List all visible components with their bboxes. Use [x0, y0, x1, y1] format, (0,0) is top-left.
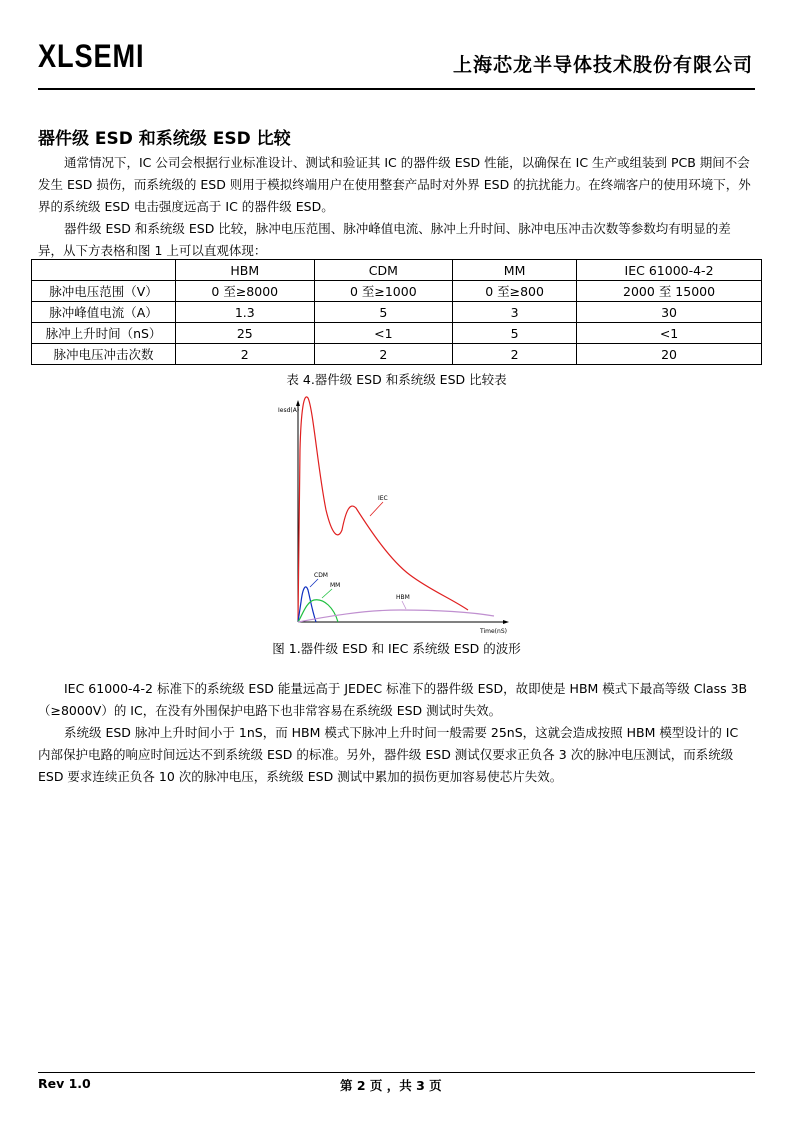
table-cell: 2000 至 15000 — [577, 281, 762, 302]
table-cell: 2 — [453, 344, 577, 365]
esd-comparison-table — [31, 259, 762, 365]
iec-pointer — [370, 502, 383, 516]
table-row-label: 脉冲峰值电流（A） — [32, 302, 176, 323]
section-title: 器件级 ESD 和系统级 ESD 比较 — [38, 129, 291, 149]
cdm-pointer — [310, 579, 318, 587]
table-row — [32, 344, 762, 365]
footer-divider — [38, 1072, 755, 1073]
x-axis-label: Time(nS) — [480, 628, 507, 635]
esd-waveform-figure — [270, 390, 510, 640]
figure-caption: 图 1.器件级 ESD 和 IEC 系统级 ESD 的波形 — [272, 641, 521, 656]
xlsemi-logo: XLSEMI — [38, 38, 145, 74]
table-cell: 0 至≥1000 — [314, 281, 453, 302]
table-header-cell: MM — [453, 260, 577, 281]
table-cell: 0 至≥800 — [453, 281, 577, 302]
paragraph-rise-time: 系统级 ESD 脉冲上升时间小于 1nS，而 HBM 模式下脉冲上升时间一般需要 25nS，这就会造成按照 HBM 模型设计的 IC 内部保护电路的响应时间远达不到系统级 ESD 的标准。另外，器件级 ESD 测试仅要求正负各 3 次的脉冲电压测试，而系统级 ESD 要求连续正负各 10 次的脉冲电压，系统级 ESD 测试中累加的损伤更加容易使芯片失效。 — [38, 725, 739, 784]
cdm-label: CDM — [314, 572, 328, 579]
y-axis-label: Iesd(A) — [278, 407, 300, 414]
hbm-pointer — [402, 601, 406, 609]
mm-label: MM — [330, 582, 341, 589]
table-header-cell: IEC 61000-4-2 — [577, 260, 762, 281]
table-row-label: 脉冲电压冲击次数 — [32, 344, 176, 365]
table-row-label: 脉冲上升时间（nS） — [32, 323, 176, 344]
table-cell: 5 — [314, 302, 453, 323]
table-cell: 2 — [314, 344, 453, 365]
table-caption: 表 4.器件级 ESD 和系统级 ESD 比较表 — [286, 372, 507, 387]
table-cell: 1.3 — [176, 302, 315, 323]
table-cell: <1 — [577, 323, 762, 344]
table-cell: <1 — [314, 323, 453, 344]
table-header-row — [32, 260, 762, 281]
hbm-waveform — [298, 610, 494, 622]
table-cell: 3 — [453, 302, 577, 323]
y-axis-arrow — [296, 400, 300, 406]
table-cell: 5 — [453, 323, 577, 344]
iec-waveform — [298, 397, 468, 622]
table-row — [32, 323, 762, 344]
table-row-label: 脉冲电压范围（V） — [32, 281, 176, 302]
mm-pointer — [322, 589, 332, 598]
header-divider — [38, 88, 755, 90]
company-name: 上海芯龙半导体技术股份有限公司 — [452, 54, 753, 76]
page-number: 第 2 页 ，共 3 页 — [340, 1078, 442, 1093]
table-cell: 20 — [577, 344, 762, 365]
iec-label: IEC — [378, 495, 388, 502]
table-cell: 0 至≥8000 — [176, 281, 315, 302]
paragraph-intro: 通常情况下，IC 公司会根据行业标准设计、测试和验证其 IC 的器件级 ESD 性能，以确保在 IC 生产或组装到 PCB 期间不会发生 ESD 损伤，而系统级的 ESD 则用于模拟终端用户在使用整套产品时对外界 ESD 的抗扰能力。在终端客户的使用环境下，外界的系统级 ESD 电击强度远高于 IC 的器件级 ESD。 — [38, 155, 751, 214]
table-header-cell — [32, 260, 176, 281]
paragraph-comparison: 器件级 ESD 和系统级 ESD 比较，脉冲电压范围、脉冲峰值电流、脉冲上升时间、脉冲电压冲击次数等参数均有明显的差异，从下方表格和图 1 上可以直观体现： — [38, 221, 731, 258]
table-row — [32, 302, 762, 323]
table-cell: 30 — [577, 302, 762, 323]
x-axis-arrow — [503, 620, 509, 624]
hbm-label: HBM — [396, 594, 410, 601]
table-cell: 25 — [176, 323, 315, 344]
paragraph-iec-energy: IEC 61000-4-2 标准下的系统级 ESD 能量远高于 JEDEC 标准下的器件级 ESD，故即使是 HBM 模式下最高等级 Class 3B（≥8000V）的 IC，在没有外围保护电路下也非常容易在系统级 ESD 测试时失效。 — [38, 681, 748, 718]
revision-label: Rev 1.0 — [38, 1076, 91, 1091]
table-row — [32, 281, 762, 302]
table-header-cell: HBM — [176, 260, 315, 281]
table-header-cell: CDM — [314, 260, 453, 281]
table-cell: 2 — [176, 344, 315, 365]
